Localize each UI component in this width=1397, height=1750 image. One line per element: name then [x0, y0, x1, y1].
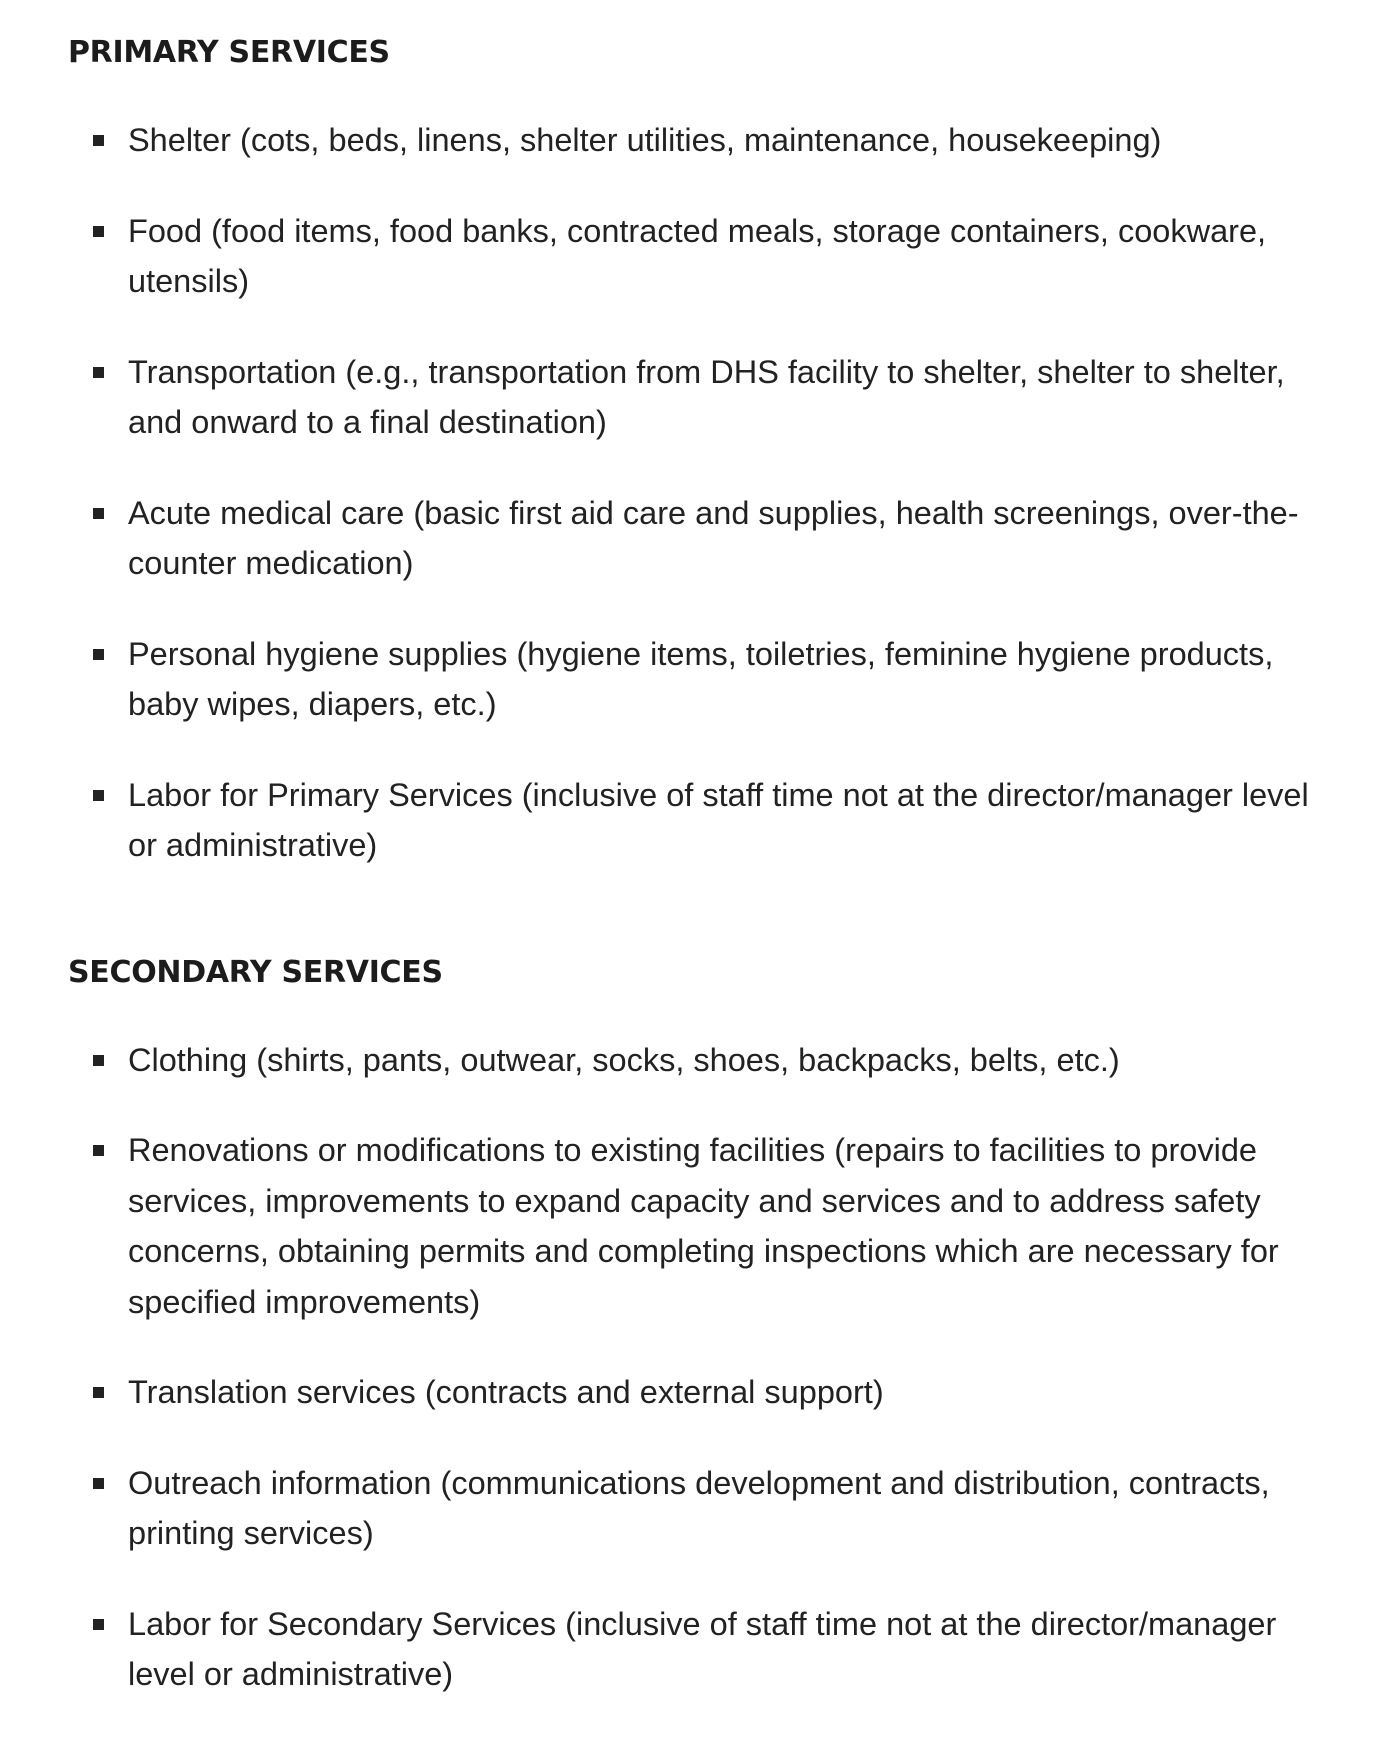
list-item-text: Transportation (e.g., transportation from DHS facility to shelter, shelter to shelter, and onward to a final destination)	[128, 353, 1285, 440]
list-item-text: Acute medical care (basic first aid care and supplies, health screenings, over-the-counter medication)	[128, 494, 1299, 581]
list-item-text: Shelter (cots, beds, linens, shelter utilities, maintenance, housekeeping)	[128, 122, 1162, 158]
primary-services-list	[68, 115, 1330, 871]
list-item-text: Labor for Secondary Services (inclusive of staff time not at the director/manager level or administrative)	[128, 1605, 1277, 1692]
primary-service-item	[68, 206, 1330, 307]
square-bullet-icon	[93, 135, 104, 146]
document-page	[68, 30, 1330, 1700]
list-item-text: Renovations or modifications to existing facilities (repairs to facilities to provide services, improvements to expand capacity and services and to address safety concerns, obtaining permits and completing inspections which are necessary for specified improvements)	[128, 1132, 1279, 1320]
primary-service-item	[68, 770, 1330, 871]
square-bullet-icon	[93, 508, 104, 519]
list-item-text: Food (food items, food banks, contracted meals, storage containers, cookware, utensils)	[128, 212, 1267, 299]
primary-service-item	[68, 488, 1330, 589]
secondary-service-item	[68, 1599, 1330, 1700]
list-item-text: Outreach information (communications development and distribution, contracts, printing services)	[128, 1464, 1270, 1551]
square-bullet-icon	[93, 1387, 104, 1398]
square-bullet-icon	[93, 1478, 104, 1489]
primary-services-heading: PRIMARY SERVICES	[68, 35, 390, 70]
list-item-text: Labor for Primary Services (inclusive of staff time not at the director/manager level or administrative)	[128, 776, 1309, 863]
list-item-text: Clothing (shirts, pants, outwear, socks, shoes, backpacks, belts, etc.)	[128, 1041, 1120, 1078]
square-bullet-icon	[93, 367, 104, 378]
secondary-services-list	[68, 1035, 1330, 1700]
primary-service-item	[68, 347, 1330, 448]
square-bullet-icon	[93, 649, 104, 660]
square-bullet-icon	[93, 226, 104, 237]
primary-service-item	[68, 115, 1330, 166]
secondary-services-heading: SECONDARY SERVICES	[68, 954, 443, 990]
primary-service-item	[68, 629, 1330, 730]
square-bullet-icon	[93, 1619, 104, 1630]
square-bullet-icon	[93, 790, 104, 801]
list-item-text: Personal hygiene supplies (hygiene items, toiletries, feminine hygiene products, baby wipes, diapers, etc.)	[128, 635, 1274, 722]
secondary-service-item	[68, 1367, 1330, 1418]
secondary-service-item	[68, 1035, 1330, 1086]
secondary-service-item	[68, 1125, 1330, 1327]
list-item-text: Translation services (contracts and external support)	[128, 1374, 884, 1410]
square-bullet-icon	[93, 1145, 104, 1156]
square-bullet-icon	[93, 1055, 104, 1066]
secondary-service-item	[68, 1458, 1330, 1559]
